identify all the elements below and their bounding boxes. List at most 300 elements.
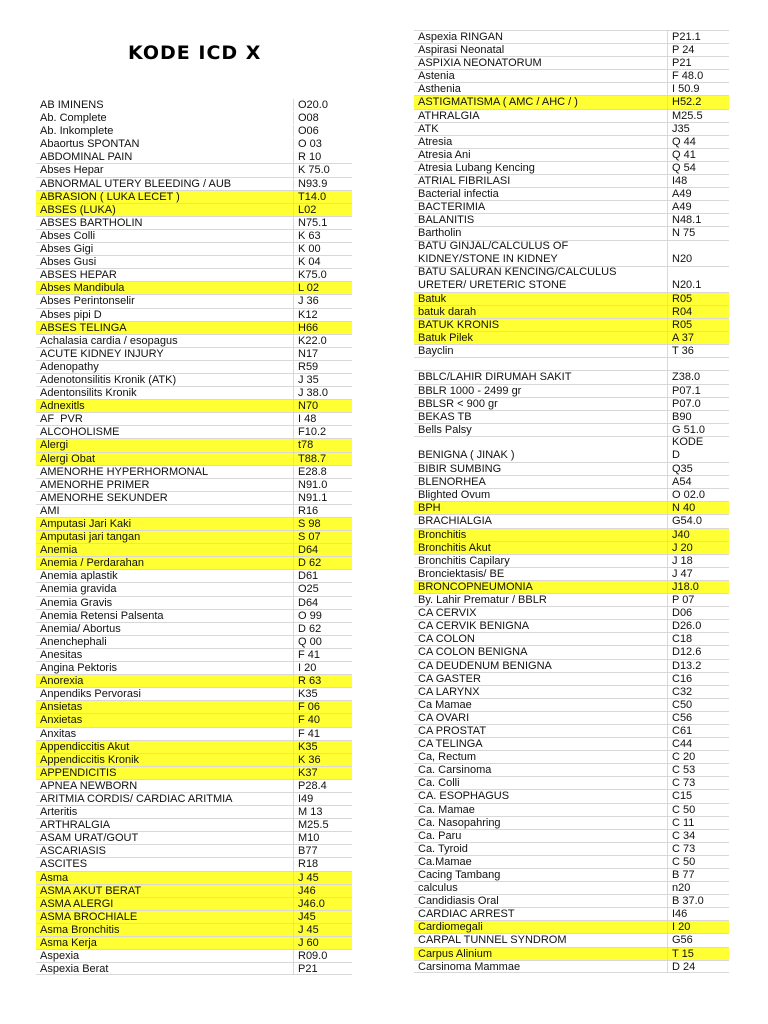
diagnosis-name: ASCITES [36, 858, 294, 870]
icd-code: P 07 [672, 594, 695, 607]
diagnosis-name: batuk darah [414, 306, 668, 318]
diagnosis-name: ASPIXIA NEONATORUM [414, 57, 668, 69]
diagnosis-name: ATHRALGIA [414, 110, 668, 122]
diagnosis-name: ABRASION ( LUKA LECET ) [36, 191, 294, 203]
icd-code: K 36 [298, 753, 321, 766]
icd-code: C56 [672, 711, 693, 724]
table-row [414, 213, 729, 226]
table-row [36, 766, 352, 779]
icd-code: D 24 [672, 960, 696, 972]
diagnosis-name: BBLR 1000 - 2499 gr [414, 385, 668, 397]
table-row [414, 200, 729, 213]
diagnosis-name: Anenchephali [36, 636, 294, 648]
icd-code: K75.0 [298, 269, 327, 282]
diagnosis-name: Anesitas [36, 649, 294, 661]
icd-code: L 02 [298, 282, 320, 295]
table-row [36, 242, 352, 255]
diagnosis-name: Abses Perintonselir [36, 295, 294, 307]
table-row [36, 674, 352, 687]
icd-code: D13.2 [672, 659, 702, 672]
diagnosis-name: BEKAS TB [414, 411, 668, 423]
icd-code: D26.0 [672, 620, 702, 633]
table-row [36, 438, 352, 451]
icd-code: R05 [672, 319, 693, 332]
icd-code: G54.0 [672, 515, 702, 528]
table-row [36, 412, 352, 425]
diagnosis-name: Adnexitls [36, 400, 294, 412]
icd-code: E28.8 [298, 465, 327, 478]
icd-code: S 07 [298, 531, 321, 544]
table-row [36, 871, 352, 884]
diagnosis-name: Abaortus SPONTAN [36, 138, 294, 150]
diagnosis-name: Ca.Mamae [414, 856, 668, 868]
diagnosis-name: Abses Gigi [36, 243, 294, 255]
icd-code: C 53 [672, 764, 696, 777]
icd-code: M25.5 [672, 109, 703, 122]
icd-code: O20.0 [298, 99, 328, 111]
icd-code: R04 [672, 305, 693, 318]
icd-code: I 50.9 [672, 83, 700, 96]
table-row [36, 334, 352, 347]
diagnosis-name: Bayclin [414, 345, 668, 357]
table-row [414, 240, 729, 266]
table-row [414, 488, 729, 501]
table-row [36, 124, 352, 137]
diagnosis-name: ATRIAL FIBRILASI [414, 175, 668, 187]
icd-code: M10 [298, 832, 320, 845]
diagnosis-name: Ca. Paru [414, 830, 668, 842]
diagnosis-name: Anemia/ Abortus [36, 623, 294, 635]
diagnosis-name: ABDOMINAL PAIN [36, 151, 294, 163]
icd-code: O 03 [298, 138, 322, 151]
icd-code: L02 [298, 203, 317, 216]
icd-code: J35 [672, 122, 690, 135]
diagnosis-name: Cardiomegali [414, 921, 668, 933]
diagnosis-name: Carsinoma Mammae [414, 961, 668, 972]
icd-code: C32 [672, 685, 693, 698]
icd-code: C 34 [672, 829, 696, 842]
diagnosis-name: Arteritis [36, 806, 294, 818]
table-row [36, 491, 352, 504]
diagnosis-name: Asma Bronchitis [36, 924, 294, 936]
icd-code: O 02.0 [672, 489, 706, 502]
table-row [414, 475, 729, 488]
table-row [36, 543, 352, 556]
diagnosis-name: CA LARYNX [414, 686, 668, 698]
icd-code: C 11 [672, 816, 695, 829]
table-row [36, 386, 352, 399]
diagnosis-name: ARTHRALGIA [36, 819, 294, 831]
icd-code: J 20 [672, 541, 693, 554]
diagnosis-name: Ca Mamae [414, 699, 668, 711]
table-row [414, 82, 729, 95]
table-row [36, 111, 352, 124]
icd-code: N 75 [672, 227, 696, 240]
table-row [414, 554, 729, 567]
diagnosis-name: BPH [414, 502, 668, 514]
diagnosis-name: AF PVR [36, 413, 294, 425]
icd-code: N20 [672, 252, 693, 265]
table-row [414, 881, 729, 894]
table-row [414, 659, 729, 672]
diagnosis-name: ASAM URAT/GOUT [36, 832, 294, 844]
icd-code: J 47 [672, 567, 693, 580]
diagnosis-name: Abses Mandibula [36, 282, 294, 294]
diagnosis-name: Anorexia [36, 675, 294, 687]
table-row [414, 514, 729, 527]
icd-code: I 20 [672, 921, 691, 934]
diagnosis-name: ABSES BARTHOLIN [36, 217, 294, 229]
icd-code: J 36 [298, 295, 319, 308]
diagnosis-name: CA DEUDENUM BENIGNA [414, 660, 668, 672]
table-row [36, 897, 352, 910]
icd-code: K22.0 [298, 334, 327, 347]
icd-code: O 99 [298, 609, 322, 622]
diagnosis-name: Blighted Ovum [414, 489, 668, 501]
diagnosis-name: BBLSR < 900 gr [414, 398, 668, 410]
icd-code: T 15 [672, 947, 694, 960]
diagnosis-name: Anpendiks Pervorasi [36, 688, 294, 700]
icd-code: R 10 [298, 151, 322, 164]
table-row [414, 109, 729, 122]
table-row [414, 868, 729, 881]
icd-code: O08 [298, 112, 319, 125]
diagnosis-name: Bells Palsy [414, 424, 668, 436]
diagnosis-name: ASCARIASIS [36, 845, 294, 857]
diagnosis-name: CA COLON [414, 633, 668, 645]
diagnosis-name: BALANITIS [414, 214, 668, 226]
icd-code: N20.1 [672, 278, 702, 291]
icd-code: R16 [298, 504, 319, 517]
diagnosis-name [414, 358, 668, 370]
icd-code: O06 [298, 125, 319, 138]
table-row [414, 593, 729, 606]
diagnosis-name: CA PROSTAT [414, 725, 668, 737]
icd-code: K35 [298, 688, 318, 701]
diagnosis-name: Atresia [414, 136, 668, 148]
diagnosis-name: Ab. Inkomplete [36, 125, 294, 137]
diagnosis-name: Amputasi jari tangan [36, 531, 294, 543]
table-row [36, 779, 352, 792]
table-row [36, 229, 352, 242]
table-row [414, 135, 729, 148]
diagnosis-name: Adentonsilits Kronik [36, 387, 294, 399]
table-row [414, 501, 729, 514]
table-row [414, 423, 729, 436]
icd-code: I49 [298, 792, 314, 805]
diagnosis-name: BRACHIALGIA [414, 515, 668, 527]
icd-code: A54 [672, 476, 692, 489]
diagnosis-name: Aspexia Berat [36, 963, 294, 974]
table-row [36, 452, 352, 465]
icd-code: R59 [298, 360, 319, 373]
diagnosis-name: Ca, Rectum [414, 751, 668, 763]
icd-code: D06 [672, 607, 693, 620]
table-row [36, 478, 352, 491]
icd-code: P21.1 [672, 31, 701, 43]
icd-code: F 40 [298, 714, 321, 727]
icd-code: C44 [672, 738, 693, 751]
table-row [414, 816, 729, 829]
table-row [36, 818, 352, 831]
icd-code: O25 [298, 583, 319, 596]
diagnosis-name: ASMA BROCHIALE [36, 911, 294, 923]
icd-code: C 20 [672, 751, 696, 764]
icd-code: A 37 [672, 332, 695, 345]
icd-code: P 24 [672, 44, 695, 57]
diagnosis-name: Batuk [414, 293, 668, 305]
diagnosis-name: BBLC/LAHIR DIRUMAH SAKIT [414, 371, 668, 383]
diagnosis-name: By. Lahir Prematur / BBLR [414, 594, 668, 606]
icd-code: P07.1 [672, 384, 701, 397]
icd-code: N17 [298, 347, 319, 360]
icd-code: R 63 [298, 675, 322, 688]
icd-code: C 50 [672, 855, 696, 868]
table-row [414, 161, 729, 174]
table-row [414, 619, 729, 632]
diagnosis-name: CA CERVIK BENIGNA [414, 620, 668, 632]
diagnosis-name: ALCOHOLISME [36, 426, 294, 438]
table-row [36, 530, 352, 543]
diagnosis-name: Amputasi Jari Kaki [36, 518, 294, 530]
diagnosis-name: Alergi [36, 439, 294, 451]
diagnosis-name: Asthenia [414, 83, 668, 95]
table-row [414, 384, 729, 397]
table-row [36, 648, 352, 661]
icd-code: J45 [298, 910, 316, 923]
icd-code: I48 [672, 175, 688, 188]
diagnosis-name: CA COLON BENIGNA [414, 646, 668, 658]
icd-code: K12 [298, 308, 318, 321]
icd-code: C 73 [672, 777, 696, 790]
diagnosis-name: Atresia Ani [414, 149, 668, 161]
icd-code: K 75.0 [298, 164, 330, 177]
diagnosis-name: Cacing Tambang [414, 869, 668, 881]
diagnosis-name: AMENORHE PRIMER [36, 479, 294, 491]
diagnosis-name: Aspexia [36, 950, 294, 962]
diagnosis-name: ABSES TELINGA [36, 322, 294, 334]
table-row [414, 292, 729, 305]
icd-code: K37 [298, 766, 318, 779]
icd-code: B90 [672, 410, 692, 423]
icd-code: Q 44 [672, 135, 696, 148]
diagnosis-name: ACUTE KIDNEY INJURY [36, 348, 294, 360]
table-row [36, 687, 352, 700]
icd-code: P07.0 [672, 397, 701, 410]
icd-code: t78 [298, 439, 314, 452]
diagnosis-name: Anemia / Perdarahan [36, 557, 294, 569]
diagnosis-name: Ca. Tyroid [414, 843, 668, 855]
icd-code: F 41 [298, 727, 321, 740]
diagnosis-name: Carpus Alinium [414, 948, 668, 960]
diagnosis-name: Bronchitis [414, 529, 668, 541]
icd-code: KODE D [672, 436, 704, 461]
icd-code: I 20 [298, 662, 317, 675]
icd-code: M 13 [298, 806, 323, 819]
icd-code: C16 [672, 672, 693, 685]
diagnosis-name: Anemia aplastik [36, 570, 294, 582]
table-row [36, 569, 352, 582]
icd-code: N75.1 [298, 216, 328, 229]
icd-code: N91.1 [298, 491, 328, 504]
diagnosis-name: Bronchitis Capilary [414, 555, 668, 567]
icd-code: D64 [298, 544, 319, 557]
diagnosis-name: Abses Hepar [36, 164, 294, 176]
diagnosis-name: Abses Gusi [36, 256, 294, 268]
table-row [414, 737, 729, 750]
table-row [36, 753, 352, 766]
table-row [414, 829, 729, 842]
table-row [414, 122, 729, 135]
diagnosis-name: Ab. Complete [36, 112, 294, 124]
table-row [36, 294, 352, 307]
table-row [36, 556, 352, 569]
diagnosis-name: ASTIGMATISMA ( AMC / AHC / ) [414, 96, 668, 108]
diagnosis-name: Achalasia cardia / esopagus [36, 335, 294, 347]
table-row [414, 462, 729, 475]
table-row [414, 305, 729, 318]
table-row [414, 541, 729, 554]
table-row [414, 318, 729, 331]
diagnosis-name: ABSES (LUKA) [36, 204, 294, 216]
table-row [414, 894, 729, 907]
icd-code: n20 [672, 882, 691, 895]
diagnosis-name: Asma Kerja [36, 937, 294, 949]
icd-code: R09.0 [298, 950, 328, 963]
diagnosis-name: APPENDICITIS [36, 767, 294, 779]
icd-code: N91.0 [298, 478, 328, 491]
table-row [414, 95, 729, 108]
table-row [414, 148, 729, 161]
diagnosis-name: Anemia Gravis [36, 597, 294, 609]
icd-code: M25.5 [298, 819, 329, 832]
diagnosis-name: ARITMIA CORDIS/ CARDIAC ARITMIA [36, 793, 294, 805]
page-title: KODE ICD X [128, 42, 262, 64]
icd-code: D61 [298, 570, 319, 583]
icd-code: B77 [298, 845, 318, 858]
icd-code: H66 [298, 321, 319, 334]
icd-code: C50 [672, 698, 693, 711]
icd-code: F 48.0 [672, 70, 704, 83]
table-row [36, 163, 352, 176]
icd-code: A49 [672, 188, 692, 201]
table-row [36, 936, 352, 949]
table-row [414, 920, 729, 933]
table-row [36, 268, 352, 281]
diagnosis-name: Bacterial infectia [414, 188, 668, 200]
icd-code: D64 [298, 596, 319, 609]
table-row [414, 436, 729, 462]
diagnosis-name: Abses Colli [36, 230, 294, 242]
table-row [36, 203, 352, 216]
table-row [36, 635, 352, 648]
diagnosis-name: Appendiccitis Akut [36, 741, 294, 753]
table-row [36, 582, 352, 595]
table-row [36, 190, 352, 203]
icd-code: J46.0 [298, 897, 325, 910]
table-row [414, 226, 729, 239]
table-row [414, 331, 729, 344]
icd-code: T88.7 [298, 452, 327, 465]
icd-code: F 06 [298, 701, 321, 714]
diagnosis-name: Ca. Mamae [414, 804, 668, 816]
icd-code: Q 00 [298, 635, 322, 648]
table-row [36, 661, 352, 674]
table-row [36, 177, 352, 190]
diagnosis-name: AMI [36, 505, 294, 517]
table-row [414, 711, 729, 724]
diagnosis-name: BATU SALURAN KENCING/CALCULUS URETER/ URETERIC STONE [414, 267, 668, 292]
table-row [414, 266, 729, 292]
table-row [36, 740, 352, 753]
table-row [414, 960, 729, 973]
icd-code: C15 [672, 790, 693, 803]
diagnosis-name: Aspirasi Neonatal [414, 44, 668, 56]
diagnosis-name: Ansietas [36, 701, 294, 713]
diagnosis-name: Alergi Obat [36, 453, 294, 465]
icd-code: K 63 [298, 229, 321, 242]
diagnosis-name: Adenopathy [36, 361, 294, 373]
table-row [36, 321, 352, 334]
table-row [414, 344, 729, 357]
icd-code: P21 [298, 963, 318, 975]
table-row [414, 685, 729, 698]
icd-code: Q 54 [672, 161, 696, 174]
icd-table-left [36, 98, 352, 975]
icd-code: K 04 [298, 256, 321, 269]
diagnosis-name: BATU GINJAL/CALCULUS OF KIDNEY/STONE IN KIDNEY [414, 241, 668, 266]
diagnosis-name: Adenotonsilitis Kronik (ATK) [36, 374, 294, 386]
table-row [36, 949, 352, 962]
diagnosis-name: BATUK KRONIS [414, 319, 668, 331]
table-row [414, 698, 729, 711]
diagnosis-name: Atresia Lubang Kencing [414, 162, 668, 174]
table-row [36, 360, 352, 373]
icd-code: D12.6 [672, 646, 702, 659]
table-row [36, 857, 352, 870]
diagnosis-name: Anxitas [36, 728, 294, 740]
diagnosis-name: AMENORHE HYPERHORMONAL [36, 466, 294, 478]
table-row [36, 805, 352, 818]
icd-code [668, 358, 729, 370]
table-row [414, 528, 729, 541]
icd-code: Q 41 [672, 148, 696, 161]
table-row [36, 98, 352, 111]
table-row [414, 56, 729, 69]
table-row [414, 763, 729, 776]
table-row [414, 724, 729, 737]
icd-table-right [414, 30, 729, 973]
diagnosis-name: Astenia [414, 70, 668, 82]
diagnosis-name: ABSES HEPAR [36, 269, 294, 281]
diagnosis-name: Bartholin [414, 227, 668, 239]
table-row [414, 187, 729, 200]
icd-code: P21 [672, 57, 692, 70]
diagnosis-name: Ca. Nasopahring [414, 817, 668, 829]
diagnosis-name: Abses pipi D [36, 309, 294, 321]
icd-code: C18 [672, 633, 693, 646]
table-row [36, 884, 352, 897]
table-row [36, 609, 352, 622]
icd-code: B 77 [672, 869, 695, 881]
icd-code: P28.4 [298, 779, 327, 792]
icd-code: T14.0 [298, 190, 327, 203]
table-row [36, 399, 352, 412]
icd-code: R18 [298, 858, 319, 871]
diagnosis-name: ASMA ALERGI [36, 898, 294, 910]
diagnosis-name: BLENORHEA [414, 476, 668, 488]
icd-code: I 48 [298, 413, 317, 426]
